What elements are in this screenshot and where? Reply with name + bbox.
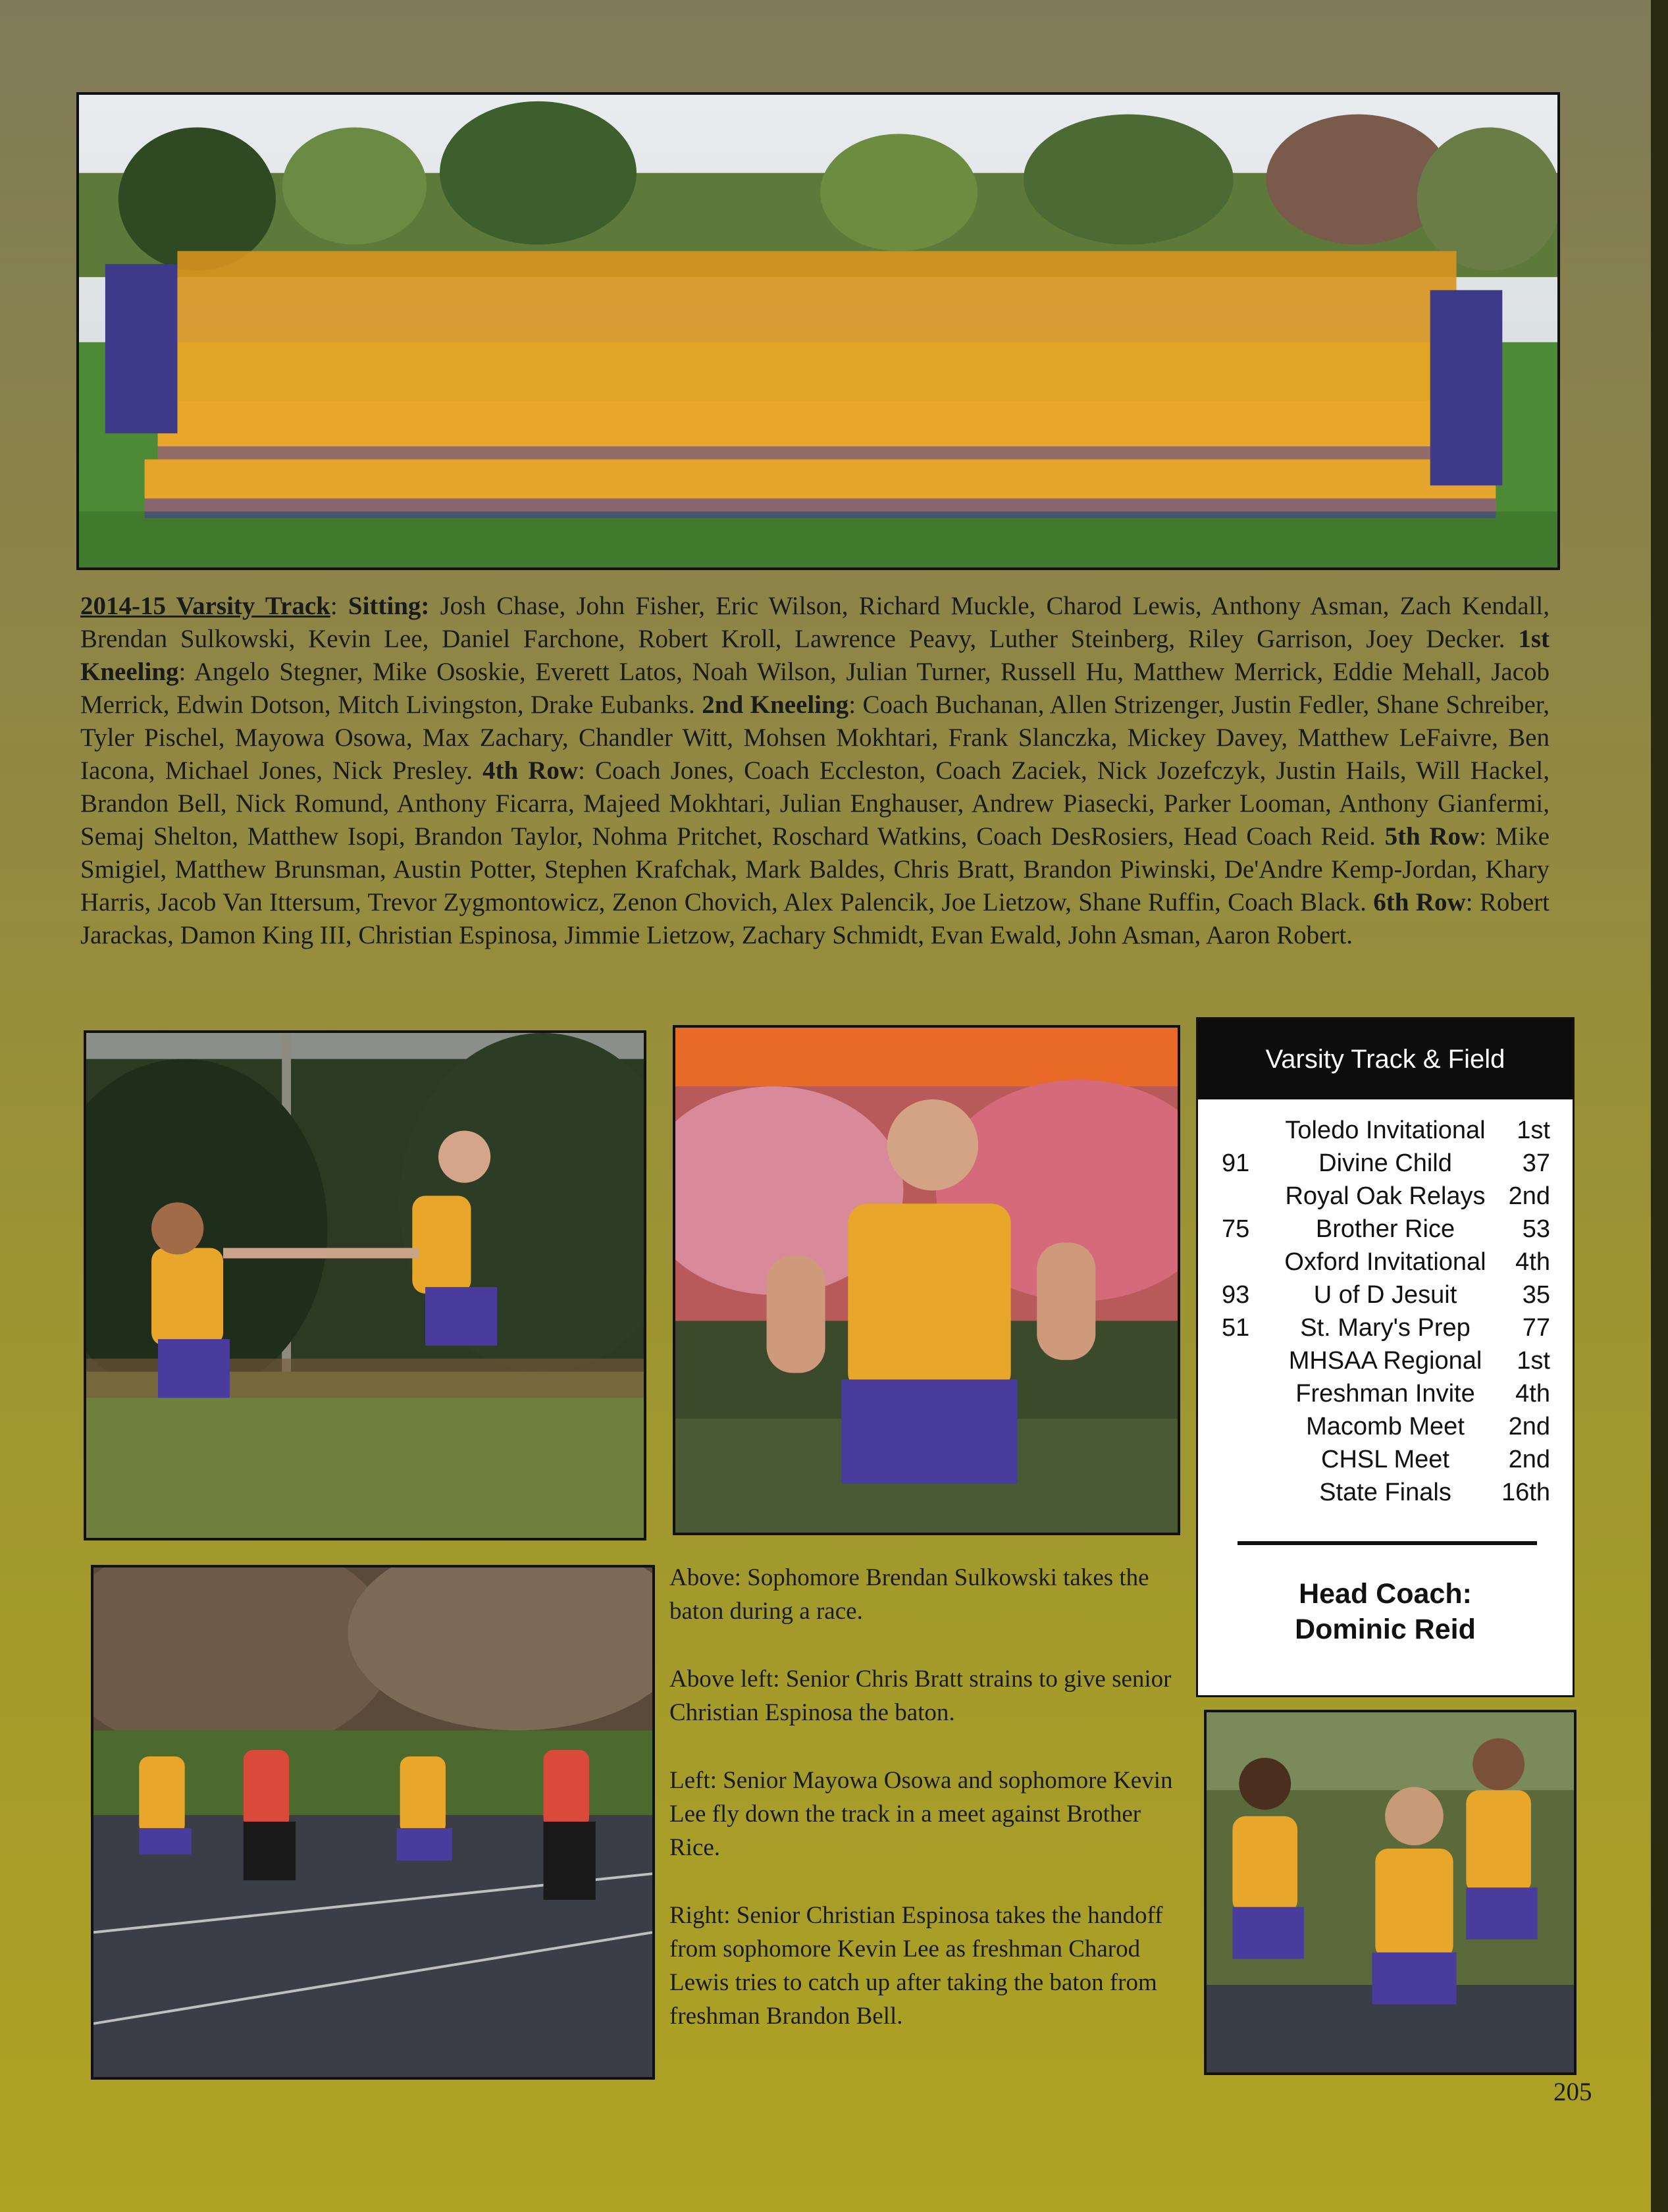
result-opponent: St. Mary's Prep [1300,1314,1471,1342]
caption-title: 2014-15 Varsity Track [80,592,330,620]
result-opponent: MHSAA Regional [1288,1347,1482,1375]
head-coach [1198,1576,1573,1647]
result-their-score: 77 [1522,1314,1550,1342]
results-divider [1238,1541,1537,1545]
result-row [1198,1479,1573,1512]
result-their-score: 2nd [1508,1446,1550,1473]
handoff-photo [1204,1710,1577,2075]
results-box [1196,1017,1575,1697]
result-row [1198,1117,1573,1149]
result-their-score: 2nd [1508,1182,1550,1210]
team-roster-caption [80,590,1550,952]
photo-captions [669,1561,1176,2067]
row-label-6th-row: 6th Row [1373,888,1466,916]
row-label-2nd-kneeling: 2nd Kneeling [702,691,849,719]
row-names-6th-row: : Robert Jarackas, Damon King III, Christian Espinosa, Jimmie Lietzow, Zachary Schmidt, Evan Ewald, John Asman, Aaron Robert. [80,888,1550,949]
result-row [1198,1347,1573,1380]
result-our-score: 91 [1222,1149,1250,1177]
result-their-score: 35 [1522,1281,1550,1309]
caption-title-suffix: : [330,592,348,620]
result-row [1198,1413,1573,1446]
result-their-score: 37 [1522,1149,1550,1177]
result-opponent: Toledo Invitational [1285,1117,1486,1144]
head-coach-label: Head Coach: [1299,1578,1472,1610]
result-opponent: Brother Rice [1315,1215,1455,1243]
result-opponent: CHSL Meet [1321,1446,1449,1473]
caption-right: Right: Senior Christian Espinosa takes the handoff from sophomore Kevin Lee as freshman Charod Lewis tries to catch up after taking the baton from freshman Brandon Bell. [669,1902,1163,2030]
result-opponent: U of D Jesuit [1313,1281,1457,1309]
results-table [1198,1117,1573,1512]
result-our-score: 75 [1222,1215,1250,1243]
row-label-5th-row: 5th Row [1384,822,1480,851]
row-names-5th-row: : Mike Smigiel, Matthew Brunsman, Austin Potter, Stephen Krafchak, Mark Baldes, Chris Bratt, Brandon Piwinski, De'Andre Kemp-Jordan, Khary Harris, Jacob Van Ittersum, Trevor Zygmontowicz, Zenon Chovich, Alex Palencik, Joe Lietzow, Shane Ruffin, Coach Black. [80,822,1550,916]
result-their-score: 4th [1515,1248,1550,1276]
result-row [1198,1380,1573,1413]
row-names-2nd-kneeling: : Coach Buchanan, Allen Strizenger, Justin Fedler, Shane Schreiber, Tyler Pischel, Mayowa Osowa, Max Zachary, Chandler Witt, Mohsen Mokhtari, Frank Slanczka, Mickey Davey, Matthew LeFaivre, Ben Iacona, Michael Jones, Nick Presley. [80,691,1550,785]
row-label-4th-row: 4th Row [482,756,579,785]
row-names-1st-kneeling: : Angelo Stegner, Mike Ososkie, Everett Latos, Noah Wilson, Julian Turner, Russell Hu, Matthew Merrick, Eddie Mehall, Jacob Merrick, Edwin Dotson, Mitch Livingston, Drake Eubanks. [80,658,1550,719]
result-opponent: Freshman Invite [1295,1380,1475,1408]
result-row [1198,1446,1573,1479]
result-row [1198,1149,1573,1182]
result-opponent: Oxford Invitational [1284,1248,1486,1276]
result-opponent: Royal Oak Relays [1285,1182,1486,1210]
result-row [1198,1215,1573,1248]
row-label-1st-kneeling: 1st Kneeling [80,625,1550,686]
result-opponent: State Finals [1319,1479,1451,1506]
result-row [1198,1182,1573,1215]
team-photo [76,92,1560,570]
result-their-score: 1st [1517,1117,1550,1144]
page-edge [1651,0,1668,2212]
result-their-score: 16th [1501,1479,1550,1506]
result-opponent: Divine Child [1318,1149,1452,1177]
result-row [1198,1314,1573,1347]
sprinters-photo [91,1565,655,2080]
head-coach-name: Dominic Reid [1295,1614,1476,1645]
result-their-score: 4th [1515,1380,1550,1408]
caption-above: Above: Sophomore Brendan Sulkowski takes the baton during a race. [669,1564,1149,1625]
caption-left: Left: Senior Mayowa Osowa and sophomore Kevin Lee fly down the track in a meet against Brother Rice. [669,1767,1173,1861]
result-their-score: 53 [1522,1215,1550,1243]
caption-above-left: Above left: Senior Chris Bratt strains to give senior Christian Espinosa the baton. [669,1666,1172,1726]
row-label-sitting: Sitting: [348,592,430,620]
results-header: Varsity Track & Field [1198,1019,1573,1099]
relay-handoff-photo [84,1030,646,1540]
result-their-score: 1st [1517,1347,1550,1375]
sulkowski-baton-photo [673,1025,1180,1535]
result-row [1198,1248,1573,1281]
result-opponent: Macomb Meet [1306,1413,1465,1440]
result-our-score: 51 [1222,1314,1250,1342]
result-our-score: 93 [1222,1281,1250,1309]
row-names-4th-row: : Coach Jones, Coach Eccleston, Coach Zaciek, Nick Jozefczyk, Justin Hails, Will Hackel, Brandon Bell, Nick Romund, Anthony Ficarra, Majeed Mokhtari, Julian Enghauser, Andrew Piasecki, Parker Looman, Anthony Gianfermi, Semaj Shelton, Matthew Isopi, Brandon Taylor, Nohma Pritchet, Roschard Watkins, Coach DesRosiers, Head Coach Reid. [80,756,1550,851]
row-names-sitting: Josh Chase, John Fisher, Eric Wilson, Richard Muckle, Charod Lewis, Anthony Asman, Zach Kendall, Brendan Sulkowski, Kevin Lee, Daniel Farchone, Robert Kroll, Lawrence Peavy, Luther Steinberg, Riley Garrison, Joey Decker. [80,592,1550,653]
page-number: 205 [1553,2078,1592,2106]
result-their-score: 2nd [1508,1413,1550,1440]
result-row [1198,1281,1573,1314]
